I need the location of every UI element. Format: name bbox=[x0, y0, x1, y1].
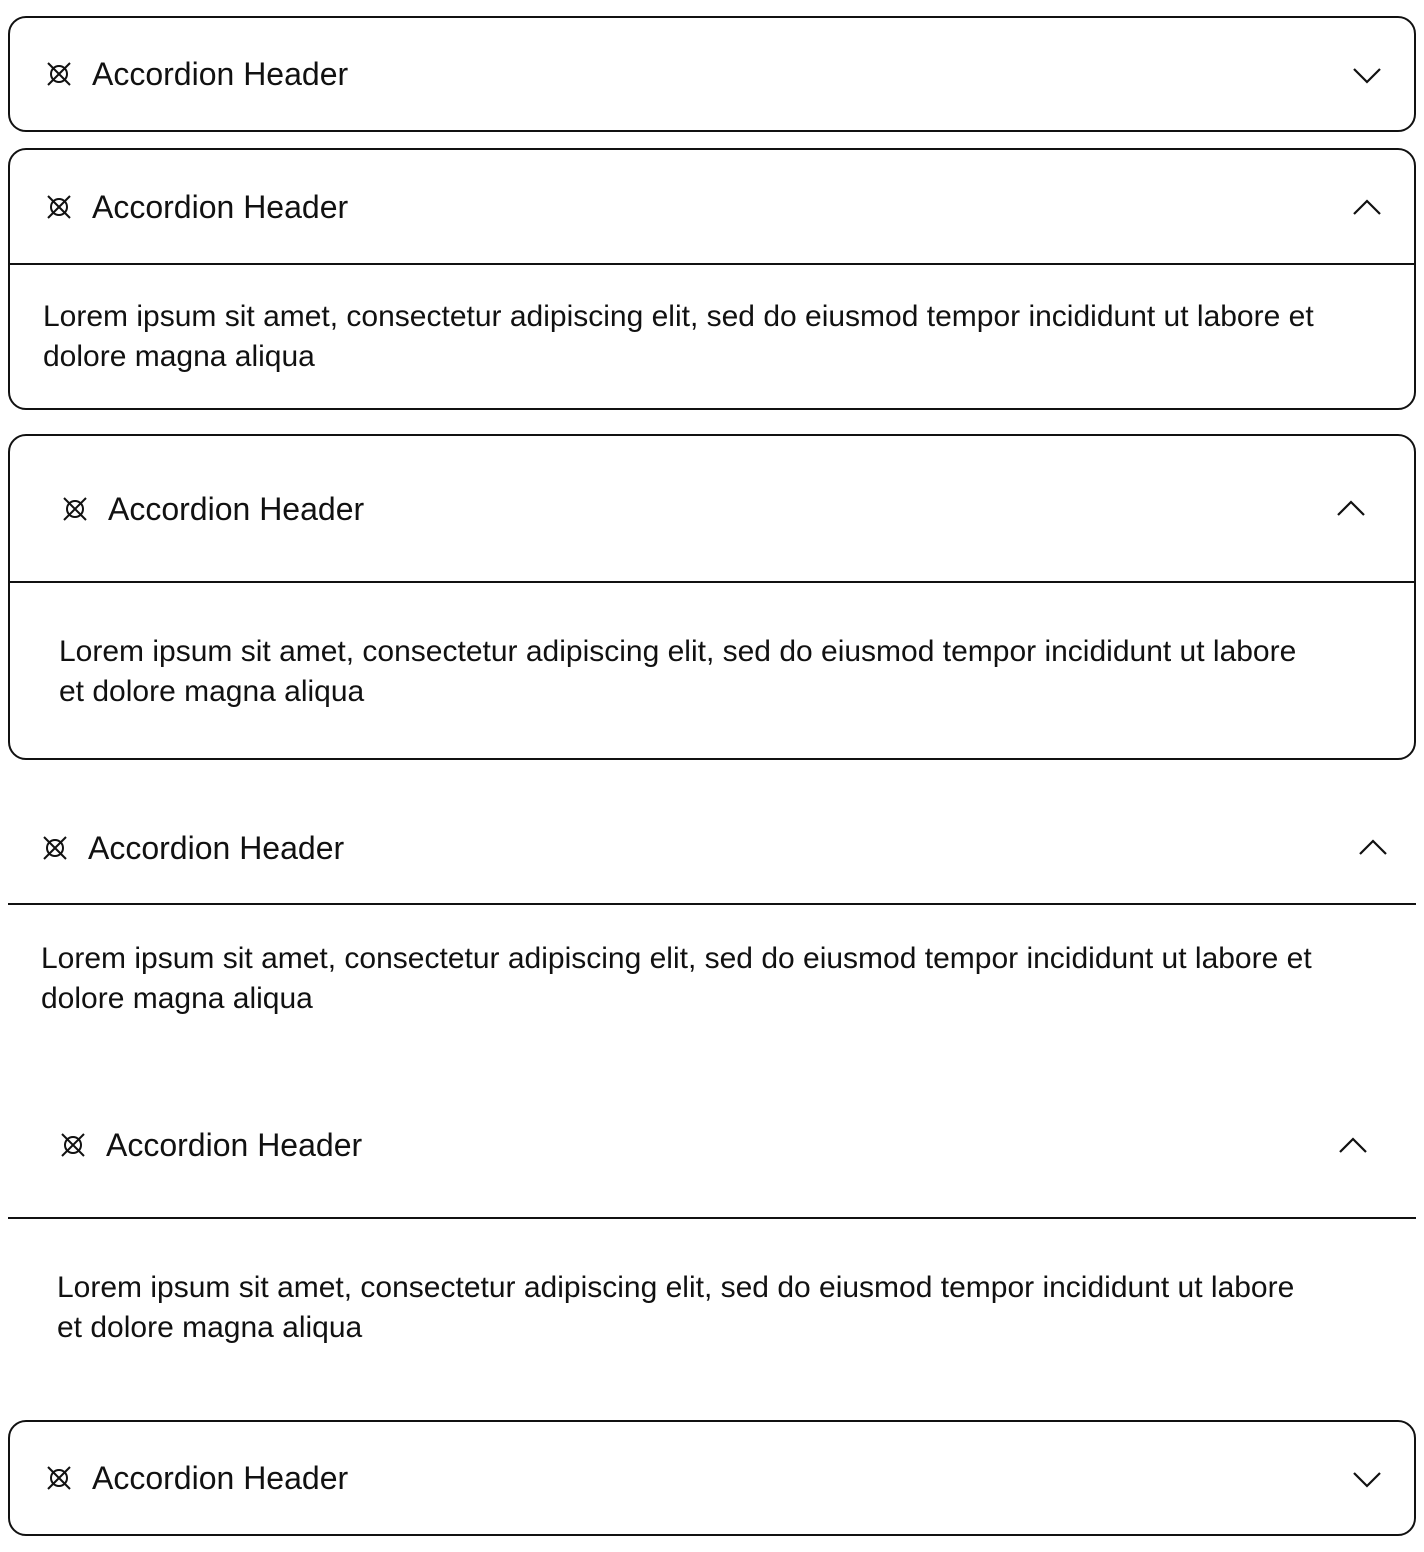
accordion-body: Lorem ipsum sit amet, consectetur adipiscing elit, sed do eiusmod tempor incididunt ut labore et dolore magna aliqua bbox=[41, 942, 1312, 1015]
accordion-3 bbox=[8, 434, 1416, 760]
accordion-title: Accordion Header bbox=[88, 830, 345, 866]
accordion-body: Lorem ipsum sit amet, consectetur adipiscing elit, sed do eiusmod tempor incididunt ut labore et dolore magna aliqua bbox=[43, 300, 1314, 373]
chevron-up-icon[interactable] bbox=[1336, 1129, 1370, 1163]
divider bbox=[8, 1217, 1416, 1219]
accordion-header[interactable] bbox=[10, 1422, 1414, 1534]
chevron-up-icon[interactable] bbox=[1350, 191, 1384, 225]
accordion-title: Accordion Header bbox=[92, 1460, 349, 1496]
accordion-4 bbox=[8, 792, 1416, 1032]
chevron-down-icon[interactable] bbox=[1350, 58, 1384, 92]
accordion-body: Lorem ipsum sit amet, consectetur adipiscing elit, sed do eiusmod tempor incididunt ut labore et dolore magna aliqua bbox=[59, 635, 1297, 708]
accordion-header[interactable] bbox=[10, 150, 1414, 264]
accordion-header[interactable] bbox=[10, 18, 1414, 130]
accordion-title: Accordion Header bbox=[106, 1127, 363, 1163]
accordion-1 bbox=[8, 16, 1416, 132]
chevron-up-icon[interactable] bbox=[1334, 492, 1368, 526]
accordion-2 bbox=[8, 148, 1416, 410]
accordion-title: Accordion Header bbox=[108, 491, 365, 527]
accordion-title: Accordion Header bbox=[92, 56, 349, 92]
chevron-up-icon[interactable] bbox=[1356, 831, 1390, 865]
accordion-header[interactable] bbox=[8, 792, 1416, 904]
accordion-body: Lorem ipsum sit amet, consectetur adipiscing elit, sed do eiusmod tempor incididunt ut labore et dolore magna aliqua bbox=[57, 1271, 1295, 1344]
accordion-title: Accordion Header bbox=[92, 189, 349, 225]
divider bbox=[8, 903, 1416, 905]
accordion-6 bbox=[8, 1420, 1416, 1536]
cancel-circle-icon bbox=[40, 833, 70, 863]
cancel-circle-icon bbox=[44, 59, 74, 89]
accordion-header[interactable] bbox=[10, 436, 1414, 582]
divider bbox=[10, 581, 1414, 583]
accordion-header[interactable] bbox=[8, 1072, 1416, 1218]
cancel-circle-icon bbox=[44, 1463, 74, 1493]
cancel-circle-icon bbox=[58, 1130, 88, 1160]
cancel-circle-icon bbox=[44, 192, 74, 222]
chevron-down-icon[interactable] bbox=[1350, 1462, 1384, 1496]
cancel-circle-icon bbox=[60, 494, 90, 524]
divider bbox=[10, 263, 1414, 265]
accordion-5 bbox=[8, 1072, 1416, 1382]
